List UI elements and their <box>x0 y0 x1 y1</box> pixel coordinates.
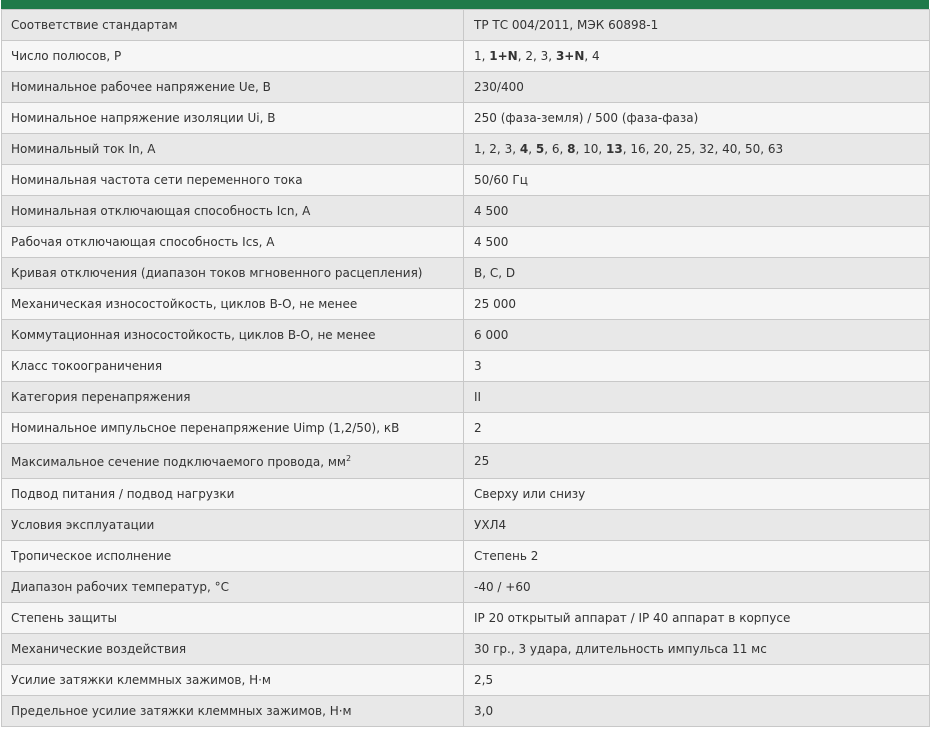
param-cell: Степень защиты <box>2 603 464 634</box>
table-row <box>2 289 930 320</box>
table-row <box>2 196 930 227</box>
param-cell: Предельное усилие затяжки клеммных зажимов, Н·м <box>2 696 464 727</box>
param-cell: Подвод питания / подвод нагрузки <box>2 479 464 510</box>
value-cell: 230/400 <box>464 72 930 103</box>
value-item: 1+N <box>489 49 518 63</box>
value-cell: 2,5 <box>464 665 930 696</box>
accent-bar <box>1 0 929 9</box>
value-item: 16 <box>630 142 646 156</box>
param-cell: Номинальный ток In, А <box>2 134 464 165</box>
value-cell: 4 500 <box>464 196 930 227</box>
param-cell <box>2 444 464 479</box>
table-row <box>2 41 930 72</box>
value-item: 50 <box>745 142 761 156</box>
table-row <box>2 510 930 541</box>
param-cell: Условия эксплуатации <box>2 510 464 541</box>
value-item: 3 <box>540 49 549 63</box>
table-row <box>2 479 930 510</box>
table-row <box>2 320 930 351</box>
table-row <box>2 227 930 258</box>
value-cell: 1, 1+N, 2, 3, 3+N, 4 <box>464 41 930 72</box>
param-cell: Диапазон рабочих температур, °С <box>2 572 464 603</box>
param-cell: Механическая износостойкость, циклов В-О, не менее <box>2 289 464 320</box>
value-cell: 30 гр., 3 удара, длительность импульса 11 мс <box>464 634 930 665</box>
param-cell: Номинальная частота сети переменного тока <box>2 165 464 196</box>
param-cell: Тропическое исполнение <box>2 541 464 572</box>
param-cell: Номинальное импульсное перенапряжение Uimp (1,2/50), кВ <box>2 413 464 444</box>
value-item: 5 <box>535 142 545 156</box>
value-item: 3 <box>504 142 513 156</box>
table-row <box>2 572 930 603</box>
table-row <box>2 696 930 727</box>
value-cell: 4 500 <box>464 227 930 258</box>
value-cell: 6 000 <box>464 320 930 351</box>
value-item: 10 <box>583 142 599 156</box>
value-item: 3+N <box>555 49 585 63</box>
table-row <box>2 351 930 382</box>
value-cell: II <box>464 382 930 413</box>
param-cell: Механические воздействия <box>2 634 464 665</box>
param-cell: Номинальная отключающая способность Icn, А <box>2 196 464 227</box>
value-cell: 25 <box>464 444 930 479</box>
value-cell: 1, 2, 3, 4, 5, 6, 8, 10, 13, 16, 20, 25, 32, 40, 50, 63 <box>464 134 930 165</box>
param-text: Максимальное сечение подключаемого провода, мм <box>11 454 346 469</box>
table-row <box>2 541 930 572</box>
value-cell: 50/60 Гц <box>464 165 930 196</box>
param-cell: Номинальное напряжение изоляции Ui, В <box>2 103 464 134</box>
value-item: 32 <box>699 142 715 156</box>
table-row <box>2 103 930 134</box>
specifications-table <box>1 9 930 727</box>
param-cell: Коммутационная износостойкость, циклов В-О, не менее <box>2 320 464 351</box>
value-item: 1 <box>474 49 482 63</box>
value-cell: Степень 2 <box>464 541 930 572</box>
table-row <box>2 10 930 41</box>
value-cell: ТР ТС 004/2011, МЭК 60898-1 <box>464 10 930 41</box>
value-item: 4 <box>592 49 600 63</box>
value-cell: 3 <box>464 351 930 382</box>
param-cell: Соответствие стандартам <box>2 10 464 41</box>
table-row <box>2 72 930 103</box>
param-cell: Номинальное рабочее напряжение Ue, В <box>2 72 464 103</box>
value-cell: Сверху или снизу <box>464 479 930 510</box>
table-row <box>2 634 930 665</box>
value-item: 2 <box>489 142 497 156</box>
table-row <box>2 165 930 196</box>
table-row <box>2 603 930 634</box>
param-cell: Кривая отключения (диапазон токов мгновенного расцепления) <box>2 258 464 289</box>
param-cell: Рабочая отключающая способность Ics, А <box>2 227 464 258</box>
superscript: 2 <box>345 453 352 463</box>
value-item: 40 <box>722 142 738 156</box>
value-cell: 3,0 <box>464 696 930 727</box>
value-cell: 250 (фаза-земля) / 500 (фаза-фаза) <box>464 103 930 134</box>
table-row <box>2 413 930 444</box>
value-cell: УХЛ4 <box>464 510 930 541</box>
value-item: 1 <box>474 142 482 156</box>
table-row <box>2 444 930 479</box>
value-item: 4 <box>519 142 529 156</box>
table-row <box>2 665 930 696</box>
value-cell: IP 20 открытый аппарат / IP 40 аппарат в корпусе <box>464 603 930 634</box>
param-cell: Категория перенапряжения <box>2 382 464 413</box>
param-cell: Число полюсов, Р <box>2 41 464 72</box>
value-item: 6 <box>551 142 560 156</box>
table-row <box>2 134 930 165</box>
value-item: 20 <box>653 142 669 156</box>
value-item: 13 <box>606 142 623 156</box>
specifications-body <box>2 10 930 727</box>
value-cell: 25 000 <box>464 289 930 320</box>
param-cell: Класс токоограничения <box>2 351 464 382</box>
value-item: 25 <box>676 142 692 156</box>
table-row <box>2 258 930 289</box>
value-item: 63 <box>767 142 784 156</box>
value-item: 2 <box>525 49 534 63</box>
param-cell: Усилие затяжки клеммных зажимов, Н·м <box>2 665 464 696</box>
value-cell: -40 / +60 <box>464 572 930 603</box>
value-cell: 2 <box>464 413 930 444</box>
value-cell: B, C, D <box>464 258 930 289</box>
table-row <box>2 382 930 413</box>
value-item: 8 <box>567 142 576 156</box>
